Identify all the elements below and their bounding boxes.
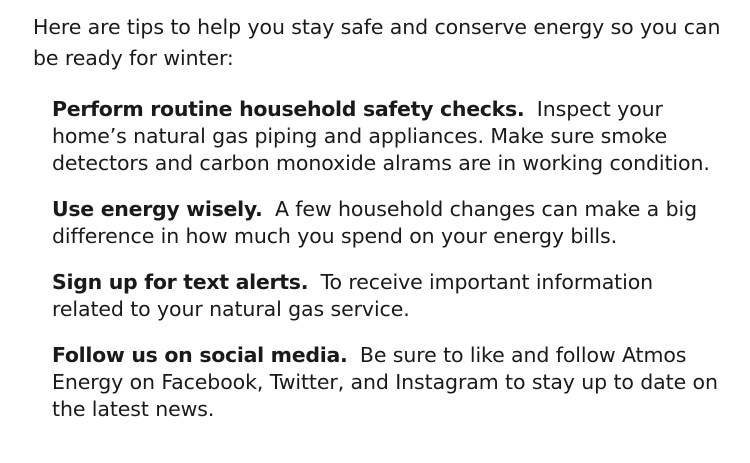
tip-body: To receive important information related to your natural gas service. <box>52 270 654 321</box>
tip-energy-wisely <box>52 196 730 250</box>
tip-social-media <box>52 342 730 423</box>
tips-list <box>33 96 730 423</box>
intro-paragraph: Here are tips to help you stay safe and conserve energy so you can be ready for winter: <box>33 15 721 70</box>
tip-title: Perform routine household safety checks. <box>52 97 525 121</box>
tip-text-alerts <box>52 269 730 323</box>
tip-body: A few household changes can make a big difference in how much you spend on your energy bills. <box>52 197 697 248</box>
tip-safety-checks <box>52 96 730 177</box>
tip-title: Sign up for text alerts. <box>52 270 309 294</box>
tip-title: Use energy wisely. <box>52 197 263 221</box>
tip-title: Follow us on social media. <box>52 343 348 367</box>
tip-body: Be sure to like and follow Atmos Energy on Facebook, Twitter, and Instagram to stay up to date on the latest news. <box>52 343 718 421</box>
tip-body: Inspect your home’s natural gas piping and appliances. Make sure smoke detectors and carbon monoxide alrams are in working condition. <box>52 97 710 175</box>
